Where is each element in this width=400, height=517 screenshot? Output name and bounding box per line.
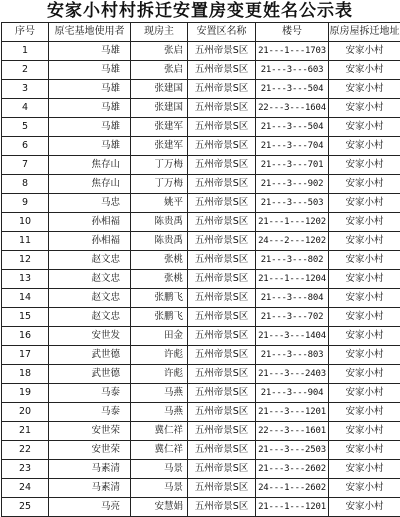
- building-unit-cell: 21---3---503: [256, 194, 329, 213]
- resettlement-area-cell: 五州帝景S区: [188, 346, 256, 365]
- row-index-cell: 9: [2, 194, 49, 213]
- row-index-cell: 11: [2, 232, 49, 251]
- table-row: [2, 251, 400, 270]
- original-user-cell: 安世荣: [49, 422, 131, 441]
- resettlement-area-cell: 五州帝景S区: [188, 251, 256, 270]
- resettlement-area-cell: 五州帝景S区: [188, 118, 256, 137]
- original-user-cell: 马忠: [49, 194, 131, 213]
- resettlement-area-cell: 五州帝景S区: [188, 42, 256, 61]
- original-user-cell: 马雄: [49, 137, 131, 156]
- building-unit-cell: 24---1---2602: [256, 479, 329, 498]
- resettlement-area-cell: 五州帝景S区: [188, 403, 256, 422]
- original-user-cell: 孙相福: [49, 232, 131, 251]
- header-original-user: 原宅基地使用者: [49, 23, 131, 42]
- original-user-cell: 焦存山: [49, 156, 131, 175]
- original-address-cell: 安家小村: [329, 384, 400, 403]
- building-unit-cell: 21---3---1201: [256, 403, 329, 422]
- original-address-cell: 安家小村: [329, 498, 400, 517]
- current-owner-cell: 张启: [131, 61, 188, 80]
- header-current-owner: 现房主: [131, 23, 188, 42]
- resettlement-area-cell: 五州帝景S区: [188, 137, 256, 156]
- original-address-cell: 安家小村: [329, 61, 400, 80]
- table-row: [2, 99, 400, 118]
- resettlement-area-cell: 五州帝景S区: [188, 270, 256, 289]
- row-index-cell: 18: [2, 365, 49, 384]
- current-owner-cell: 姚平: [131, 194, 188, 213]
- table-row: [2, 498, 400, 517]
- resettlement-area-cell: 五州帝景S区: [188, 498, 256, 517]
- original-user-cell: 赵文忠: [49, 251, 131, 270]
- row-index-cell: 5: [2, 118, 49, 137]
- current-owner-cell: 安慧娟: [131, 498, 188, 517]
- current-owner-cell: 张建国: [131, 80, 188, 99]
- row-index-cell: 2: [2, 61, 49, 80]
- original-user-cell: 焦存山: [49, 175, 131, 194]
- building-unit-cell: 22---3---1604: [256, 99, 329, 118]
- current-owner-cell: 张桃: [131, 251, 188, 270]
- table-header-row: [2, 23, 400, 42]
- table-row: [2, 137, 400, 156]
- original-user-cell: 马雄: [49, 99, 131, 118]
- table-row: [2, 327, 400, 346]
- row-index-cell: 15: [2, 308, 49, 327]
- row-index-cell: 16: [2, 327, 49, 346]
- building-unit-cell: 21---1---1202: [256, 213, 329, 232]
- resettlement-area-cell: 五州帝景S区: [188, 80, 256, 99]
- current-owner-cell: 丁万梅: [131, 175, 188, 194]
- table-body: [2, 42, 400, 517]
- building-unit-cell: 21---3---504: [256, 80, 329, 99]
- row-index-cell: 20: [2, 403, 49, 422]
- current-owner-cell: 马景: [131, 479, 188, 498]
- resettlement-area-cell: 五州帝景S区: [188, 460, 256, 479]
- current-owner-cell: 丁万梅: [131, 156, 188, 175]
- building-unit-cell: 22---3---1601: [256, 422, 329, 441]
- building-unit-cell: 21---3---2602: [256, 460, 329, 479]
- resettlement-area-cell: 五州帝景S区: [188, 289, 256, 308]
- building-unit-cell: 21---3---804: [256, 289, 329, 308]
- original-address-cell: 安家小村: [329, 42, 400, 61]
- building-unit-cell: 21---1---1201: [256, 498, 329, 517]
- original-user-cell: 赵文忠: [49, 308, 131, 327]
- resettlement-area-cell: 五州帝景S区: [188, 232, 256, 251]
- table-row: [2, 403, 400, 422]
- current-owner-cell: 冀仁祥: [131, 422, 188, 441]
- building-unit-cell: 21---1---1204: [256, 270, 329, 289]
- original-user-cell: 马雄: [49, 80, 131, 99]
- original-address-cell: 安家小村: [329, 289, 400, 308]
- current-owner-cell: 张建国: [131, 99, 188, 118]
- table-row: [2, 80, 400, 99]
- building-unit-cell: 21---3---504: [256, 118, 329, 137]
- resettlement-area-cell: 五州帝景S区: [188, 194, 256, 213]
- row-index-cell: 25: [2, 498, 49, 517]
- building-unit-cell: 21---3---2403: [256, 365, 329, 384]
- table-row: [2, 346, 400, 365]
- building-unit-cell: 21---3---2503: [256, 441, 329, 460]
- row-index-cell: 13: [2, 270, 49, 289]
- original-user-cell: 武世德: [49, 365, 131, 384]
- row-index-cell: 14: [2, 289, 49, 308]
- resettlement-area-cell: 五州帝景S区: [188, 422, 256, 441]
- row-index-cell: 6: [2, 137, 49, 156]
- resettlement-area-cell: 五州帝景S区: [188, 213, 256, 232]
- table-row: [2, 213, 400, 232]
- resettlement-area-cell: 五州帝景S区: [188, 365, 256, 384]
- original-address-cell: 安家小村: [329, 346, 400, 365]
- row-index-cell: 21: [2, 422, 49, 441]
- relocation-table: [1, 22, 400, 517]
- row-index-cell: 10: [2, 213, 49, 232]
- original-address-cell: 安家小村: [329, 251, 400, 270]
- building-unit-cell: 21---3---704: [256, 137, 329, 156]
- resettlement-area-cell: 五州帝景S区: [188, 441, 256, 460]
- building-unit-cell: 21---3---701: [256, 156, 329, 175]
- table-row: [2, 118, 400, 137]
- table-row: [2, 308, 400, 327]
- original-address-cell: 安家小村: [329, 80, 400, 99]
- building-unit-cell: 21---3---702: [256, 308, 329, 327]
- current-owner-cell: 马燕: [131, 384, 188, 403]
- current-owner-cell: 张启: [131, 42, 188, 61]
- original-address-cell: 安家小村: [329, 137, 400, 156]
- current-owner-cell: 马燕: [131, 403, 188, 422]
- current-owner-cell: 张桃: [131, 270, 188, 289]
- current-owner-cell: 张鹏飞: [131, 308, 188, 327]
- row-index-cell: 7: [2, 156, 49, 175]
- building-unit-cell: 21---1---1703: [256, 42, 329, 61]
- original-user-cell: 马泰: [49, 384, 131, 403]
- original-user-cell: 安世发: [49, 327, 131, 346]
- current-owner-cell: 许彪: [131, 346, 188, 365]
- original-user-cell: 赵文忠: [49, 289, 131, 308]
- table-row: [2, 61, 400, 80]
- current-owner-cell: 张建军: [131, 118, 188, 137]
- original-address-cell: 安家小村: [329, 403, 400, 422]
- original-address-cell: 安家小村: [329, 270, 400, 289]
- building-unit-cell: 21---3---1404: [256, 327, 329, 346]
- table-row: [2, 156, 400, 175]
- original-address-cell: 安家小村: [329, 156, 400, 175]
- original-user-cell: 安世荣: [49, 441, 131, 460]
- header-original-address: 原房屋拆迁地址: [329, 23, 400, 42]
- current-owner-cell: 陈贵禹: [131, 232, 188, 251]
- original-address-cell: 安家小村: [329, 232, 400, 251]
- original-address-cell: 安家小村: [329, 118, 400, 137]
- current-owner-cell: 田金: [131, 327, 188, 346]
- table-row: [2, 460, 400, 479]
- table-row: [2, 365, 400, 384]
- table-row: [2, 232, 400, 251]
- header-resettlement-area: 安置区名称: [188, 23, 256, 42]
- page-title: 安家小村村拆迁安置房变更姓名公示表: [0, 0, 400, 22]
- original-address-cell: 安家小村: [329, 327, 400, 346]
- row-index-cell: 8: [2, 175, 49, 194]
- original-user-cell: 马泰: [49, 403, 131, 422]
- resettlement-area-cell: 五州帝景S区: [188, 61, 256, 80]
- row-index-cell: 24: [2, 479, 49, 498]
- building-unit-cell: 21---3---904: [256, 384, 329, 403]
- resettlement-area-cell: 五州帝景S区: [188, 175, 256, 194]
- table-row: [2, 441, 400, 460]
- original-address-cell: 安家小村: [329, 441, 400, 460]
- table-row: [2, 175, 400, 194]
- current-owner-cell: 陈贵禹: [131, 213, 188, 232]
- row-index-cell: 19: [2, 384, 49, 403]
- resettlement-area-cell: 五州帝景S区: [188, 327, 256, 346]
- original-user-cell: 赵文忠: [49, 270, 131, 289]
- resettlement-area-cell: 五州帝景S区: [188, 479, 256, 498]
- row-index-cell: 12: [2, 251, 49, 270]
- original-address-cell: 安家小村: [329, 308, 400, 327]
- original-address-cell: 安家小村: [329, 99, 400, 118]
- current-owner-cell: 马景: [131, 460, 188, 479]
- current-owner-cell: 许彪: [131, 365, 188, 384]
- original-user-cell: 马亮: [49, 498, 131, 517]
- row-index-cell: 3: [2, 80, 49, 99]
- building-unit-cell: 21---3---802: [256, 251, 329, 270]
- original-user-cell: 马素清: [49, 460, 131, 479]
- original-address-cell: 安家小村: [329, 365, 400, 384]
- table-row: [2, 422, 400, 441]
- current-owner-cell: 张建军: [131, 137, 188, 156]
- resettlement-area-cell: 五州帝景S区: [188, 156, 256, 175]
- building-unit-cell: 21---3---803: [256, 346, 329, 365]
- header-index: 序号: [2, 23, 49, 42]
- building-unit-cell: 21---3---603: [256, 61, 329, 80]
- original-address-cell: 安家小村: [329, 479, 400, 498]
- current-owner-cell: 张鹏飞: [131, 289, 188, 308]
- building-unit-cell: 24---2---1202: [256, 232, 329, 251]
- original-address-cell: 安家小村: [329, 422, 400, 441]
- original-address-cell: 安家小村: [329, 194, 400, 213]
- original-user-cell: 马雄: [49, 61, 131, 80]
- resettlement-area-cell: 五州帝景S区: [188, 308, 256, 327]
- building-unit-cell: 21---3---902: [256, 175, 329, 194]
- resettlement-area-cell: 五州帝景S区: [188, 384, 256, 403]
- table-row: [2, 42, 400, 61]
- header-building-unit: 楼号: [256, 23, 329, 42]
- original-user-cell: 孙相福: [49, 213, 131, 232]
- row-index-cell: 4: [2, 99, 49, 118]
- row-index-cell: 23: [2, 460, 49, 479]
- table-row: [2, 384, 400, 403]
- row-index-cell: 22: [2, 441, 49, 460]
- resettlement-area-cell: 五州帝景S区: [188, 99, 256, 118]
- row-index-cell: 1: [2, 42, 49, 61]
- original-user-cell: 武世德: [49, 346, 131, 365]
- row-index-cell: 17: [2, 346, 49, 365]
- table-row: [2, 289, 400, 308]
- original-user-cell: 马雄: [49, 118, 131, 137]
- original-address-cell: 安家小村: [329, 175, 400, 194]
- original-user-cell: 马雄: [49, 42, 131, 61]
- current-owner-cell: 冀仁祥: [131, 441, 188, 460]
- table-row: [2, 270, 400, 289]
- original-address-cell: 安家小村: [329, 213, 400, 232]
- table-row: [2, 194, 400, 213]
- original-address-cell: 安家小村: [329, 460, 400, 479]
- original-user-cell: 马素清: [49, 479, 131, 498]
- table-row: [2, 479, 400, 498]
